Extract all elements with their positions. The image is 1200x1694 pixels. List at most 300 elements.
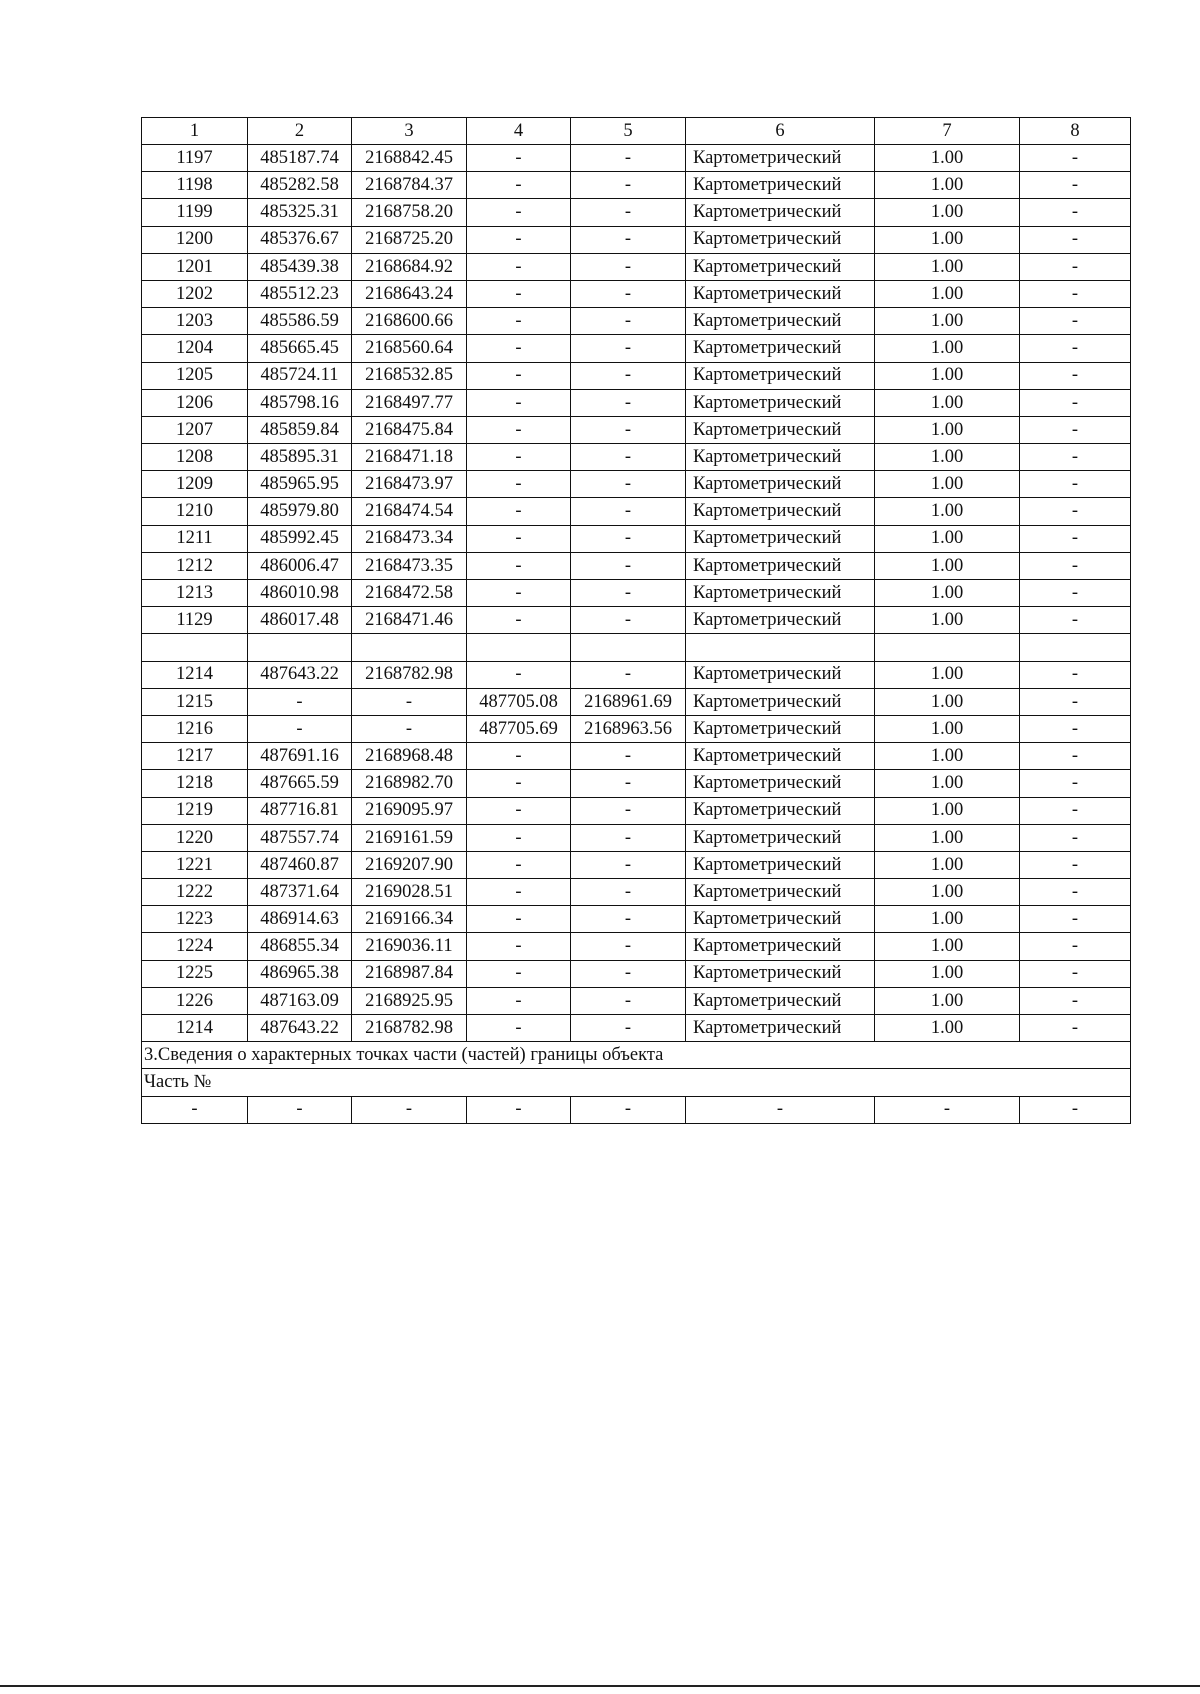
table-row bbox=[142, 715, 1131, 742]
table-cell: 1.00 bbox=[875, 362, 1020, 389]
table-cell: 486010.98 bbox=[248, 580, 352, 607]
table-cell: 2168532.85 bbox=[352, 362, 467, 389]
table-cell: 1.00 bbox=[875, 253, 1020, 280]
table-cell: 1.00 bbox=[875, 661, 1020, 688]
table-cell: - bbox=[571, 770, 686, 797]
table-cell: 2169095.97 bbox=[352, 797, 467, 824]
coordinates-table bbox=[141, 117, 1131, 1124]
table-cell: - bbox=[248, 715, 352, 742]
table-cell: - bbox=[1020, 199, 1131, 226]
table-cell: - bbox=[248, 1096, 352, 1123]
method-cell: Картометрический bbox=[686, 253, 875, 280]
table-cell: 2169207.90 bbox=[352, 851, 467, 878]
table-cell: - bbox=[571, 824, 686, 851]
table-cell: 2168497.77 bbox=[352, 389, 467, 416]
table-cell: 1200 bbox=[142, 226, 248, 253]
table-cell: 1.00 bbox=[875, 580, 1020, 607]
table-cell: 1217 bbox=[142, 743, 248, 770]
table-cell: 2168643.24 bbox=[352, 280, 467, 307]
table-cell: - bbox=[467, 389, 571, 416]
table-cell: 1208 bbox=[142, 444, 248, 471]
column-header: 5 bbox=[571, 118, 686, 145]
table-cell: - bbox=[1020, 824, 1131, 851]
table-row bbox=[142, 525, 1131, 552]
table-cell: 486006.47 bbox=[248, 552, 352, 579]
table-row bbox=[142, 607, 1131, 634]
table-cell: 485979.80 bbox=[248, 498, 352, 525]
method-cell: Картометрический bbox=[686, 416, 875, 443]
table-cell bbox=[352, 634, 467, 661]
table-row bbox=[142, 770, 1131, 797]
table-cell: 1.00 bbox=[875, 444, 1020, 471]
table-row bbox=[142, 797, 1131, 824]
table-row bbox=[142, 389, 1131, 416]
column-header: 7 bbox=[875, 118, 1020, 145]
table-row bbox=[142, 634, 1131, 661]
method-cell: Картометрический bbox=[686, 389, 875, 416]
table-cell: 1215 bbox=[142, 688, 248, 715]
section-title: 3.Сведения о характерных точках части (частей) границы объекта bbox=[142, 1042, 1131, 1069]
method-cell: Картометрический bbox=[686, 960, 875, 987]
method-cell: Картометрический bbox=[686, 580, 875, 607]
table-cell: - bbox=[467, 1015, 571, 1042]
table-cell: - bbox=[571, 960, 686, 987]
table-row bbox=[142, 145, 1131, 172]
table-row bbox=[142, 552, 1131, 579]
table-cell: - bbox=[571, 743, 686, 770]
table-row bbox=[142, 1015, 1131, 1042]
table-cell: - bbox=[571, 226, 686, 253]
table-cell: - bbox=[571, 335, 686, 362]
table-cell: - bbox=[571, 362, 686, 389]
table-cell: 1.00 bbox=[875, 199, 1020, 226]
table-cell: 1216 bbox=[142, 715, 248, 742]
table-row bbox=[142, 444, 1131, 471]
table-cell: - bbox=[467, 797, 571, 824]
table-cell: 487705.69 bbox=[467, 715, 571, 742]
method-cell: Картометрический bbox=[686, 824, 875, 851]
table-row bbox=[142, 199, 1131, 226]
table-body bbox=[142, 118, 1131, 1124]
table-cell: - bbox=[1020, 688, 1131, 715]
table-cell: 485665.45 bbox=[248, 335, 352, 362]
table-cell: 2168782.98 bbox=[352, 1015, 467, 1042]
table-cell: - bbox=[467, 661, 571, 688]
table-cell: - bbox=[1020, 1096, 1131, 1123]
table-cell: 1.00 bbox=[875, 797, 1020, 824]
table-cell: 485325.31 bbox=[248, 199, 352, 226]
table-cell: - bbox=[1020, 444, 1131, 471]
table-row bbox=[142, 960, 1131, 987]
table-cell: 487705.08 bbox=[467, 688, 571, 715]
table-cell: 485282.58 bbox=[248, 172, 352, 199]
table-cell: - bbox=[1020, 770, 1131, 797]
table-cell: - bbox=[571, 199, 686, 226]
table-row bbox=[142, 987, 1131, 1014]
table-cell: - bbox=[571, 933, 686, 960]
table-cell: - bbox=[467, 416, 571, 443]
final-row bbox=[142, 1096, 1131, 1123]
table-cell: - bbox=[352, 1096, 467, 1123]
table-cell: 485798.16 bbox=[248, 389, 352, 416]
table-row bbox=[142, 172, 1131, 199]
page-bottom-rule bbox=[0, 1685, 1200, 1687]
table-cell: - bbox=[467, 444, 571, 471]
table-cell: - bbox=[1020, 471, 1131, 498]
table-cell: - bbox=[571, 172, 686, 199]
table-cell: 1213 bbox=[142, 580, 248, 607]
table-cell: 485965.95 bbox=[248, 471, 352, 498]
table-cell: 1.00 bbox=[875, 416, 1020, 443]
table-cell: 1.00 bbox=[875, 824, 1020, 851]
table-cell: - bbox=[571, 552, 686, 579]
table-cell: - bbox=[467, 199, 571, 226]
table-cell: 1.00 bbox=[875, 770, 1020, 797]
table-cell: 1.00 bbox=[875, 172, 1020, 199]
table-cell: 1218 bbox=[142, 770, 248, 797]
table-cell: - bbox=[1020, 987, 1131, 1014]
table-cell: 1.00 bbox=[875, 552, 1020, 579]
table-cell: 2168925.95 bbox=[352, 987, 467, 1014]
table-cell: 1.00 bbox=[875, 851, 1020, 878]
table-cell: - bbox=[467, 471, 571, 498]
table-cell: - bbox=[352, 715, 467, 742]
table-cell: - bbox=[1020, 226, 1131, 253]
table-row bbox=[142, 661, 1131, 688]
table-cell: - bbox=[571, 797, 686, 824]
table-cell: 487371.64 bbox=[248, 879, 352, 906]
method-cell: Картометрический bbox=[686, 1015, 875, 1042]
table-cell: 1.00 bbox=[875, 906, 1020, 933]
table-cell: 1209 bbox=[142, 471, 248, 498]
table-cell: 1203 bbox=[142, 308, 248, 335]
table-cell: 1.00 bbox=[875, 226, 1020, 253]
table-cell: 487716.81 bbox=[248, 797, 352, 824]
method-cell: Картометрический bbox=[686, 525, 875, 552]
method-cell: Картометрический bbox=[686, 199, 875, 226]
table-cell: 2168982.70 bbox=[352, 770, 467, 797]
table-cell: 1.00 bbox=[875, 879, 1020, 906]
column-header: 8 bbox=[1020, 118, 1131, 145]
table-cell: 485187.74 bbox=[248, 145, 352, 172]
table-cell: - bbox=[1020, 498, 1131, 525]
table-row bbox=[142, 906, 1131, 933]
column-header: 3 bbox=[352, 118, 467, 145]
method-cell: Картометрический bbox=[686, 145, 875, 172]
table-cell: 2168784.37 bbox=[352, 172, 467, 199]
table-cell: 487557.74 bbox=[248, 824, 352, 851]
table-cell: - bbox=[1020, 253, 1131, 280]
table-cell: 1226 bbox=[142, 987, 248, 1014]
table-row bbox=[142, 335, 1131, 362]
table-cell: - bbox=[571, 280, 686, 307]
table-cell: - bbox=[467, 145, 571, 172]
table-cell: 1.00 bbox=[875, 715, 1020, 742]
table-cell: - bbox=[571, 525, 686, 552]
method-cell: Картометрический bbox=[686, 715, 875, 742]
table-cell: - bbox=[1020, 335, 1131, 362]
table-cell: - bbox=[1020, 362, 1131, 389]
table-cell: - bbox=[1020, 525, 1131, 552]
table-cell: 1.00 bbox=[875, 933, 1020, 960]
table-cell: 1221 bbox=[142, 851, 248, 878]
method-cell: Картометрический bbox=[686, 688, 875, 715]
table-cell: 1197 bbox=[142, 145, 248, 172]
table-cell: - bbox=[1020, 1015, 1131, 1042]
table-cell: 2168471.18 bbox=[352, 444, 467, 471]
table-cell: 1219 bbox=[142, 797, 248, 824]
table-cell: - bbox=[1020, 416, 1131, 443]
method-cell: Картометрический bbox=[686, 661, 875, 688]
table-cell: - bbox=[467, 362, 571, 389]
table-cell: 1202 bbox=[142, 280, 248, 307]
table-cell: 1201 bbox=[142, 253, 248, 280]
table-cell: 1.00 bbox=[875, 280, 1020, 307]
method-cell: Картометрический bbox=[686, 280, 875, 307]
table-cell: - bbox=[467, 172, 571, 199]
table-cell: 486914.63 bbox=[248, 906, 352, 933]
table-cell: - bbox=[467, 960, 571, 987]
table-cell: 1210 bbox=[142, 498, 248, 525]
table-cell: 1.00 bbox=[875, 688, 1020, 715]
table-cell: - bbox=[142, 1096, 248, 1123]
table-cell: - bbox=[1020, 145, 1131, 172]
method-cell: Картометрический bbox=[686, 933, 875, 960]
column-header: 2 bbox=[248, 118, 352, 145]
table-cell: 1224 bbox=[142, 933, 248, 960]
table-cell: 1.00 bbox=[875, 525, 1020, 552]
table-cell: - bbox=[1020, 851, 1131, 878]
table-cell: 2168473.35 bbox=[352, 552, 467, 579]
table-cell: - bbox=[875, 1096, 1020, 1123]
table-cell: 486017.48 bbox=[248, 607, 352, 634]
table-cell: - bbox=[571, 416, 686, 443]
method-cell: Картометрический bbox=[686, 743, 875, 770]
table-cell: 2168474.54 bbox=[352, 498, 467, 525]
table-row bbox=[142, 824, 1131, 851]
table-cell: - bbox=[571, 987, 686, 1014]
table-cell: - bbox=[1020, 389, 1131, 416]
table-cell: 485859.84 bbox=[248, 416, 352, 443]
table-cell: 2169036.11 bbox=[352, 933, 467, 960]
table-row bbox=[142, 253, 1131, 280]
section-title-row bbox=[142, 1042, 1131, 1069]
method-cell: Картометрический bbox=[686, 308, 875, 335]
table-cell bbox=[467, 634, 571, 661]
method-cell: Картометрический bbox=[686, 335, 875, 362]
table-cell: - bbox=[1020, 960, 1131, 987]
table-cell: 1223 bbox=[142, 906, 248, 933]
table-cell: 2168758.20 bbox=[352, 199, 467, 226]
table-row bbox=[142, 743, 1131, 770]
table-cell: - bbox=[571, 580, 686, 607]
table-cell: 1220 bbox=[142, 824, 248, 851]
method-cell bbox=[686, 634, 875, 661]
method-cell: Картометрический bbox=[686, 444, 875, 471]
table-cell: 1212 bbox=[142, 552, 248, 579]
table-cell: - bbox=[1020, 607, 1131, 634]
part-label: Часть № bbox=[142, 1069, 1131, 1096]
table-cell: - bbox=[1020, 715, 1131, 742]
table-cell: 487163.09 bbox=[248, 987, 352, 1014]
table-cell bbox=[875, 634, 1020, 661]
table-cell: - bbox=[686, 1096, 875, 1123]
table-cell: - bbox=[467, 253, 571, 280]
table-cell: - bbox=[467, 987, 571, 1014]
table-cell: 1214 bbox=[142, 661, 248, 688]
table-cell: 2168473.34 bbox=[352, 525, 467, 552]
table-cell: - bbox=[467, 308, 571, 335]
table-cell: - bbox=[571, 471, 686, 498]
table-cell bbox=[1020, 634, 1131, 661]
table-cell: 1199 bbox=[142, 199, 248, 226]
table-cell: 1.00 bbox=[875, 987, 1020, 1014]
table-cell: 485586.59 bbox=[248, 308, 352, 335]
table-cell: 2168725.20 bbox=[352, 226, 467, 253]
table-cell: - bbox=[571, 906, 686, 933]
table-cell: - bbox=[571, 661, 686, 688]
table-cell: 485376.67 bbox=[248, 226, 352, 253]
table-cell: - bbox=[1020, 308, 1131, 335]
table-cell: 2168600.66 bbox=[352, 308, 467, 335]
table-cell: 2168961.69 bbox=[571, 688, 686, 715]
table-cell: - bbox=[467, 851, 571, 878]
table-cell: - bbox=[571, 253, 686, 280]
table-cell: - bbox=[467, 770, 571, 797]
table-cell: - bbox=[467, 607, 571, 634]
table-cell: - bbox=[1020, 172, 1131, 199]
table-cell: - bbox=[571, 851, 686, 878]
method-cell: Картометрический bbox=[686, 172, 875, 199]
table-cell: 1222 bbox=[142, 879, 248, 906]
table-cell: 1.00 bbox=[875, 145, 1020, 172]
table-cell: 2168560.64 bbox=[352, 335, 467, 362]
table-cell: 1214 bbox=[142, 1015, 248, 1042]
table-cell: 485439.38 bbox=[248, 253, 352, 280]
method-cell: Картометрический bbox=[686, 362, 875, 389]
method-cell: Картометрический bbox=[686, 471, 875, 498]
table-cell: 485512.23 bbox=[248, 280, 352, 307]
method-cell: Картометрический bbox=[686, 552, 875, 579]
method-cell: Картометрический bbox=[686, 906, 875, 933]
table-row bbox=[142, 362, 1131, 389]
table-row bbox=[142, 851, 1131, 878]
table-cell: - bbox=[571, 444, 686, 471]
table-cell: 2168963.56 bbox=[571, 715, 686, 742]
table-cell: 1129 bbox=[142, 607, 248, 634]
table-cell: - bbox=[1020, 797, 1131, 824]
table-cell: - bbox=[248, 688, 352, 715]
table-cell: - bbox=[467, 552, 571, 579]
table-cell: - bbox=[571, 1015, 686, 1042]
table-cell: 2168782.98 bbox=[352, 661, 467, 688]
table-row bbox=[142, 879, 1131, 906]
table-cell: - bbox=[467, 580, 571, 607]
column-header: 1 bbox=[142, 118, 248, 145]
table-cell: - bbox=[1020, 661, 1131, 688]
table-cell: 1.00 bbox=[875, 607, 1020, 634]
method-cell: Картометрический bbox=[686, 498, 875, 525]
part-label-row bbox=[142, 1069, 1131, 1096]
table-cell bbox=[248, 634, 352, 661]
table-cell: - bbox=[467, 525, 571, 552]
table-cell: - bbox=[1020, 743, 1131, 770]
table-cell: 486855.34 bbox=[248, 933, 352, 960]
table-cell: - bbox=[571, 389, 686, 416]
table-cell: - bbox=[467, 879, 571, 906]
table-row bbox=[142, 580, 1131, 607]
table-cell: 1205 bbox=[142, 362, 248, 389]
table-cell: 487643.22 bbox=[248, 1015, 352, 1042]
table-cell: 2168475.84 bbox=[352, 416, 467, 443]
table-cell: 1204 bbox=[142, 335, 248, 362]
table-cell: 485895.31 bbox=[248, 444, 352, 471]
column-header: 6 bbox=[686, 118, 875, 145]
table-cell: 1.00 bbox=[875, 960, 1020, 987]
table-row bbox=[142, 688, 1131, 715]
table-row bbox=[142, 471, 1131, 498]
method-cell: Картометрический bbox=[686, 797, 875, 824]
table-row bbox=[142, 498, 1131, 525]
table-cell: 1.00 bbox=[875, 743, 1020, 770]
method-cell: Картометрический bbox=[686, 987, 875, 1014]
table-cell: 1225 bbox=[142, 960, 248, 987]
table-cell: 2168471.46 bbox=[352, 607, 467, 634]
method-cell: Картометрический bbox=[686, 879, 875, 906]
column-header: 4 bbox=[467, 118, 571, 145]
table-cell: - bbox=[571, 879, 686, 906]
table-cell: - bbox=[467, 824, 571, 851]
table-cell: 2168472.58 bbox=[352, 580, 467, 607]
table-cell: 2168987.84 bbox=[352, 960, 467, 987]
table-cell: 1.00 bbox=[875, 1015, 1020, 1042]
table-row bbox=[142, 226, 1131, 253]
table-cell: 1.00 bbox=[875, 471, 1020, 498]
table-cell: 2169166.34 bbox=[352, 906, 467, 933]
method-cell: Картометрический bbox=[686, 770, 875, 797]
table-cell: 1.00 bbox=[875, 389, 1020, 416]
table-cell: 1.00 bbox=[875, 498, 1020, 525]
table-cell: 1.00 bbox=[875, 335, 1020, 362]
table-cell: - bbox=[1020, 580, 1131, 607]
table-cell: 486965.38 bbox=[248, 960, 352, 987]
table-cell bbox=[571, 634, 686, 661]
table-cell: - bbox=[1020, 879, 1131, 906]
table-cell: 1.00 bbox=[875, 308, 1020, 335]
table-cell: 2169028.51 bbox=[352, 879, 467, 906]
table-cell: - bbox=[1020, 552, 1131, 579]
table-cell: 485992.45 bbox=[248, 525, 352, 552]
table-cell: 1206 bbox=[142, 389, 248, 416]
table-cell: - bbox=[1020, 906, 1131, 933]
table-cell: 485724.11 bbox=[248, 362, 352, 389]
table-cell: - bbox=[467, 335, 571, 362]
table-row bbox=[142, 416, 1131, 443]
table-row bbox=[142, 280, 1131, 307]
table-row bbox=[142, 933, 1131, 960]
table-cell: - bbox=[467, 743, 571, 770]
table-cell: 1198 bbox=[142, 172, 248, 199]
table-cell: 2168684.92 bbox=[352, 253, 467, 280]
table-cell: - bbox=[467, 906, 571, 933]
header-row bbox=[142, 118, 1131, 145]
table-cell: - bbox=[467, 226, 571, 253]
table-cell: - bbox=[467, 498, 571, 525]
method-cell: Картометрический bbox=[686, 607, 875, 634]
method-cell: Картометрический bbox=[686, 851, 875, 878]
table-cell: 487665.59 bbox=[248, 770, 352, 797]
table-cell: - bbox=[1020, 933, 1131, 960]
